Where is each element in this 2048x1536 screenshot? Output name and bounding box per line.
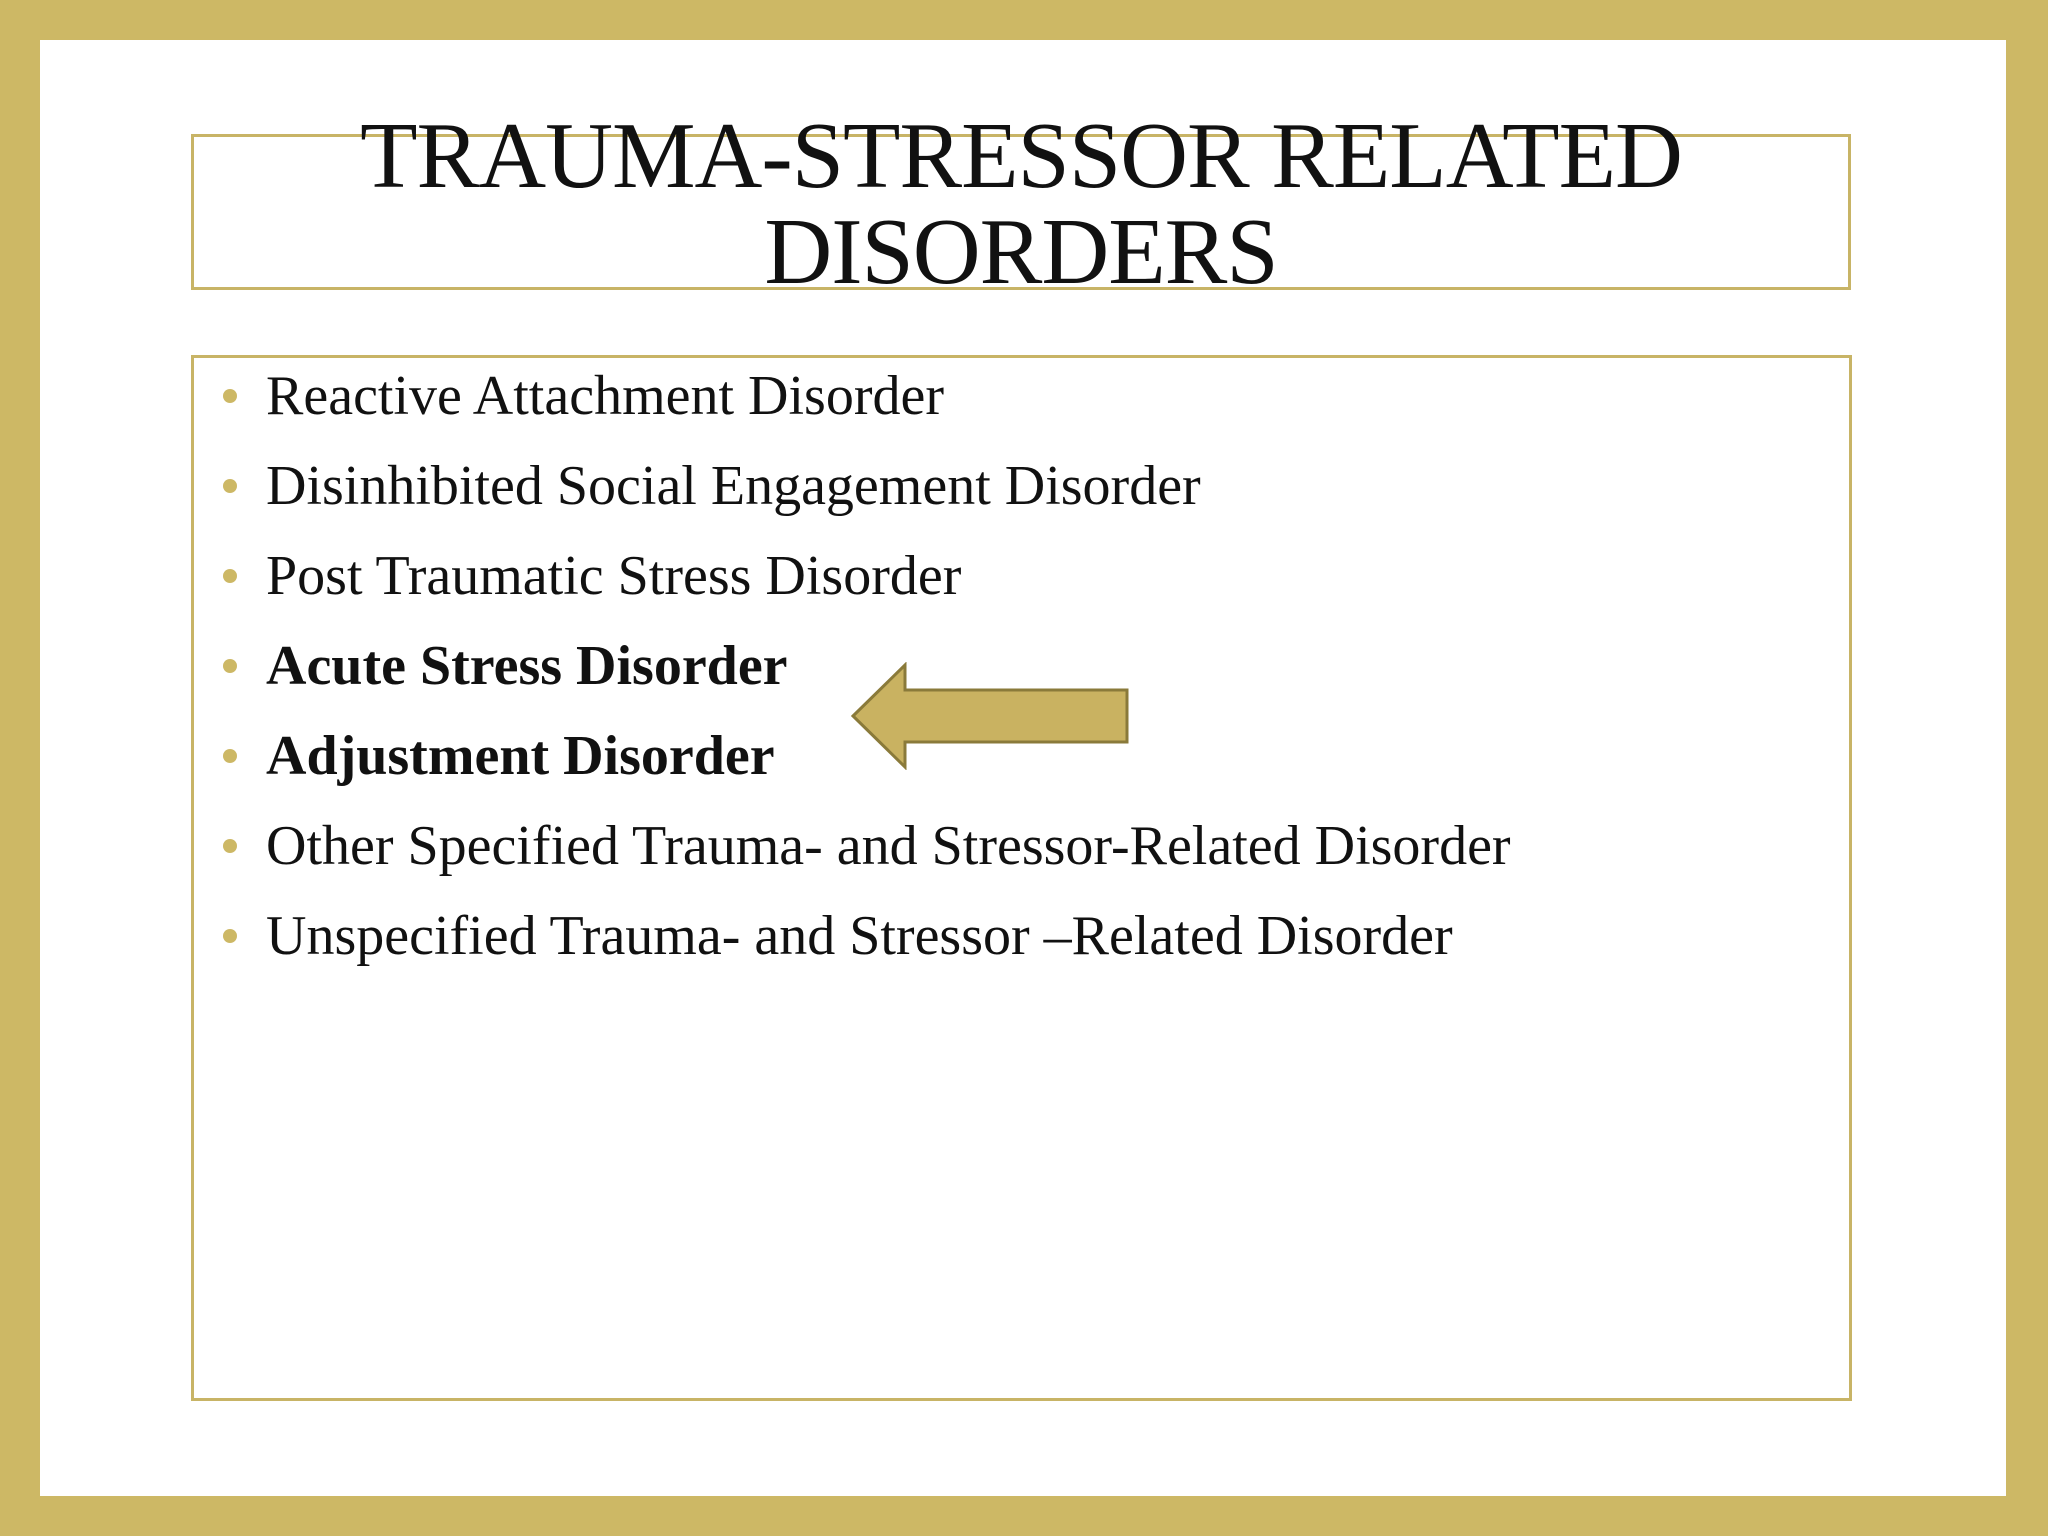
left-arrow-icon [850, 662, 1130, 770]
bullet-text: Adjustment Disorder [266, 725, 775, 787]
bullet-dot-icon [223, 929, 237, 943]
title-line-1: TRAUMA-STRESSOR RELATED [360, 104, 1682, 208]
bullet-text: Unspecified Trauma- and Stressor –Related Disorder [266, 905, 1453, 967]
bullet-dot-icon [223, 749, 237, 763]
bullet-dot-icon [223, 389, 237, 403]
bullet-text: Reactive Attachment Disorder [266, 365, 944, 427]
bullet-dot-icon [223, 569, 237, 583]
bullet-dot-icon [223, 659, 237, 673]
bullet-item-disinhibited-social [220, 450, 1511, 540]
bullet-text: Other Specified Trauma- and Stressor-Related Disorder [266, 815, 1511, 877]
bullet-dot-icon [223, 479, 237, 493]
bullet-item-reactive-attachment [220, 360, 1511, 450]
bullet-item-unspecified [220, 900, 1511, 990]
bullet-dot-icon [223, 839, 237, 853]
bullet-text: Acute Stress Disorder [266, 635, 788, 697]
bullet-item-ptsd [220, 540, 1511, 630]
bullet-item-other-specified [220, 810, 1511, 900]
title-line-2: DISORDERS [764, 200, 1278, 304]
slide-title [191, 104, 1851, 304]
bullet-text: Disinhibited Social Engagement Disorder [266, 455, 1201, 517]
bullet-text: Post Traumatic Stress Disorder [266, 545, 962, 607]
